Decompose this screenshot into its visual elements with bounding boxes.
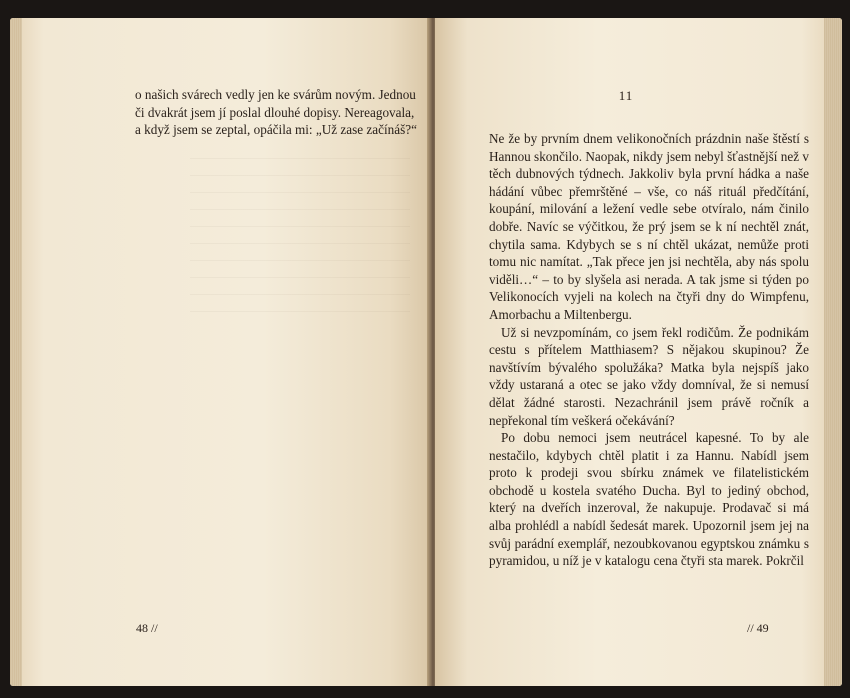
right-page — [435, 18, 842, 686]
open-book — [10, 18, 842, 686]
left-line-2: či dvakrát jsem jí poslal dlouhé dopisy. Nereagovala, — [135, 104, 415, 120]
paragraph-3: Po dobu nemoci jsem neutrácel kapesné. To by ale nestačilo, kdybych chtěl platit i za Hannu. Nabídl jsem proto k prodeji svou sbírku známek ve filatelistickém obchodě u kostela svatého Ducha. Byl to jediný obchod, který na dveřích inzeroval, že nakupuje. Prodavač si má alba prohlédl a nabídl šedesát marek. Upozornil jsem jej na svůj parádní exemplář, nezoubkovanou egyptskou známku s pyramidou, u níž je v katalogu cena čtyři sta marek. Pokrčil — [489, 430, 809, 569]
left-page — [10, 18, 431, 686]
left-page-text — [135, 86, 419, 139]
left-line-1: o našich svárech vedly jen ke svárům novým. Jednou — [135, 87, 416, 102]
right-page-text — [489, 130, 809, 570]
right-page-edges — [824, 18, 842, 686]
page-number-left: 48 // — [136, 621, 158, 635]
page-number-right: // 49 — [747, 621, 769, 635]
paragraph-2: Už si nevzpomínám, co jsem řekl rodičům. Že podnikám cestu s přítelem Matthiasem? S nějakou skupinou? Že navštívím bývalého spolužáka? Matka byla nejspíš jako vždy ustaraná a otec se jako vždy domníval, že si nemusí dělat žádné starosti. Nezachránil jsem právě ročník a nepřekonal tím veškerá očekávání? — [489, 324, 809, 428]
left-page-edges — [10, 18, 22, 686]
chapter-number: 11 — [618, 88, 634, 103]
paragraph-1: Ne že by prvním dnem velikonočních prázdnin naše štěstí s Hannou skončilo. Naopak, nikdy jsem nebyl šťastnější než v těch dubnových týdnech. Jakkoliv byla první hádka a naše hádání vůbec přemrštěné – vše, co náš rituál předčítání, koupání, milování a ležení vedle sebe otvíralo, nám činilo dobře. Navíc se výčitkou, že prý jsem se k ní nechtěl znát, chytila sama. Kdybych se s ní chtěl ukázat, nemůže proti tomu nic namítat. „Tak přece jen jsi nechtěla, aby nás spolu viděli…“ – to by slyšela asi nerada. A tak jsme si týden po Velikonocích vyjeli na kolech na čtyři dny do Wimpfenu, Amorbachu a Miltenbergu. — [489, 131, 809, 322]
show-through — [190, 158, 410, 318]
left-line-3: a když jsem se zeptal, opáčila mi: „Už zase začínáš?“ — [135, 122, 417, 138]
